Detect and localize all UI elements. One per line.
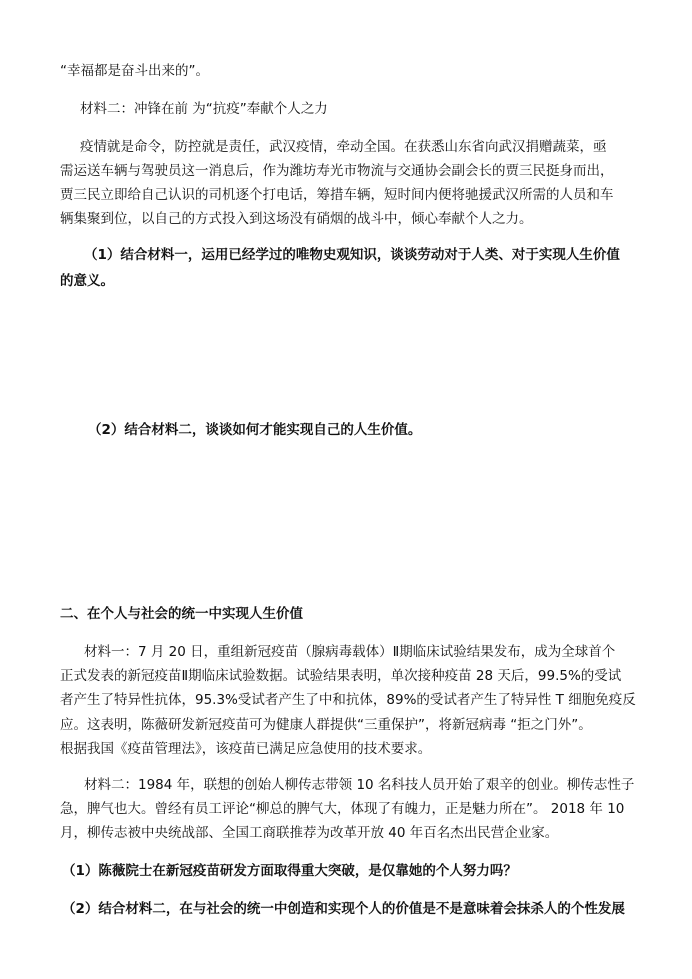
material1-line: 应。这表明，陈薇研发新冠疫苗可为健康人群提供“三重保护”，将新冠病毒 “拒之门外”。 — [60, 717, 592, 733]
material2b-line: 材料二：1984 年，联想的创始人柳传志带领 10 名科技人员开始了艰辛的创业。柳传志性子 — [84, 777, 635, 793]
question2: （2）结合材料二，谈谈如何才能实现自己的人生价值。 — [88, 422, 422, 438]
material1-line: 者产生了特异性抗体，95.3%受试者产生了中和抗体，89%的受试者产生了特异性 T 细胞免疫反 — [60, 692, 636, 708]
question1-line: 的意义。 — [60, 273, 114, 289]
material2b-line: 月，柳传志被中央统战部、全国工商联推荐为改革开放 40 年百名杰出民营企业家。 — [60, 825, 559, 841]
section2-heading: 二、在个人与社会的统一中实现人生价值 — [60, 606, 303, 622]
material1-line: 根据我国《疫苗管理法》，该疫苗已满足应急使用的技术要求。 — [60, 741, 432, 757]
material1-line: 材料一：7 月 20 日，重组新冠疫苗（腺病毒载体）Ⅱ期临床试验结果发布，成为全球首个 — [84, 644, 616, 660]
material2-para-line: 贾三民立即给自己认识的司机逐个打电话，筹措车辆，短时间内便将驰援武汉所需的人员和车 — [60, 187, 614, 203]
material2-para-line: 疫情就是命令，防控就是责任，武汉疫情，牵动全国。在获悉山东省向武汉捐赠蔬菜，亟 — [80, 139, 607, 155]
question1-line: （1）结合材料一，运用已经学过的唯物史观知识，谈谈劳动对于人类、对于实现人生价值 — [84, 247, 620, 263]
material2-para-line: 需运送车辆与驾驶员这一消息后，作为潍坊寿光市物流与交通协会副会长的贾三民挺身而出， — [60, 163, 614, 179]
material2b-line: 急，脾气也大。曾经有员工评论“柳总的脾气大，体现了有魄力，正是魅力所在”。 2018 年 10 — [60, 801, 625, 817]
quote-line: “幸福都是奋斗出来的”。 — [60, 63, 209, 79]
section2-question1: （1）陈薇院士在新冠疫苗研发方面取得重大突破，是仅靠她的个人努力吗？ — [62, 863, 517, 879]
material1-line: 正式发表的新冠疫苗Ⅱ期临床试验数据。试验结果表明，单次接种疫苗 28 天后，99.5%的受试 — [60, 668, 622, 684]
material2-title: 材料二：冲锋在前 为“抗疫”奉献个人之力 — [80, 101, 328, 117]
material2-para-line: 辆集聚到位，以自己的方式投入到这场没有硝烟的战斗中，倾心奉献个人之力。 — [60, 211, 533, 227]
section2-question2: （2）结合材料二，在与社会的统一中创造和实现个人的价值是不是意味着会抹杀人的个性发展 — [62, 901, 625, 917]
